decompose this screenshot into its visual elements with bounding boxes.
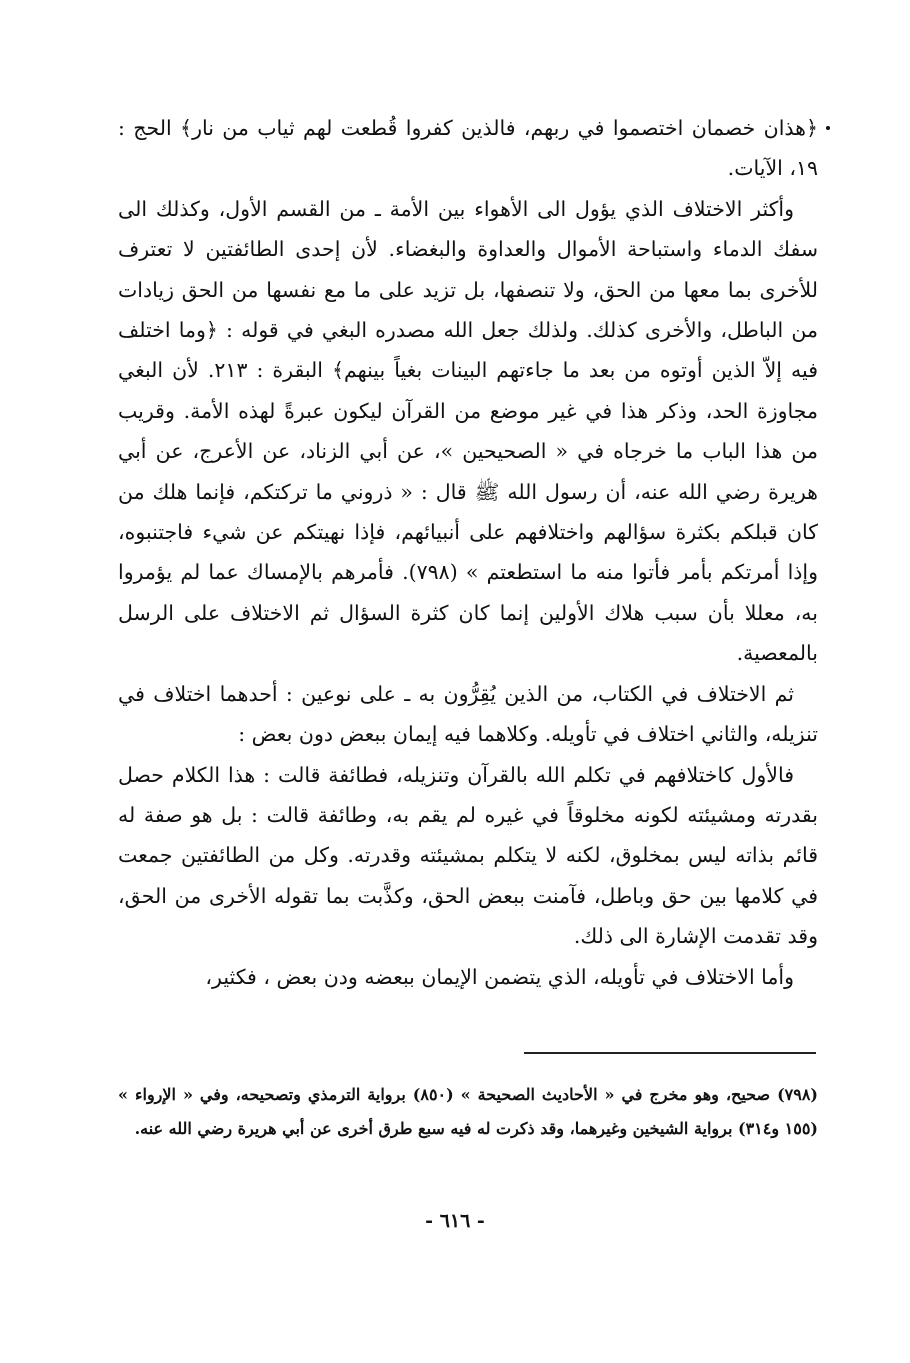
footnote-divider [524, 1052, 816, 1054]
page-number: - ٦١٦ - [425, 1210, 485, 1232]
paragraph-quran-verse: ﴿هذان خصمان اختصموا في ربهم، فالذين كفروا قُطعت لهم ثياب من نار﴾ الحج : ١٩، الآيات. [118, 116, 818, 181]
paragraph-interpretation: وأما الاختلاف في تأويله، الذي يتضمن الإيمان ببعضه ودن بعض ، فكثير، [205, 964, 794, 989]
paragraph-first-type: فالأول كاختلافهم في تكلم الله بالقرآن وتنزيله، فطائفة قالت : هذا الكلام حصل بقدرته ومشيئته لكونه مخلوقاً في غيره لم يقم به، وطائفة قالت : بل هو صفة له قائم بذاته ليس بمخلوق، لكنه لا يتكلم بمشيئته وقدرته. وكل من الطائفتين جمعت في كلامها بين حق وباطل، فآمنت ببعض الحق، وكذَّبت بما تقوله الأخرى من الحق، وقد تقدمت الإشارة الى ذلك. [118, 762, 818, 949]
paragraph-two-types: ثم الاختلاف في الكتاب، من الذين يُقِرُّون به ـ على نوعين : أحدهما اختلاف في تنزيله، والثاني اختلاف في تأويله. وكلاهما فيه إيمان ببعض دون بعض : [118, 681, 818, 747]
footnote: (٧٩٨) صحيح، وهو مخرج في « الأحاديث الصحيحة » (٨٥٠) برواية الترمذي وتصحيحه، وفي « الإرواء » (١٥٥ و٣١٤) برواية الشيخين وغيرهما، وقد ذكرت له فيه سبع طرق أخرى عن أبي هريرة رضي الله عنه. [118, 1085, 818, 1138]
main-text [118, 108, 818, 997]
margin-dot [826, 126, 830, 130]
paragraph-disagreement: وأكثر الاختلاف الذي يؤول الى الأهواء بين الأمة ـ من القسم الأول، وكذلك الى سفك الدماء واستباحة الأموال والعداوة والبغضاء. لأن إحدى الطائفتين لا تعترف للأخرى بما معها من الحق، ولا تنصفها، بل تزيد على ما مع نفسها من الحق زيادات من الباطل، والأخرى كذلك. ولذلك جعل الله مصدره البغي في قوله : ﴿وما اختلف فيه إلاّ الذين أوتوه من بعد ما جاءتهم البينات بغياً بينهم﴾ البقرة : ٢١٣. لأن البغي مجاوزة الحد، وذكر هذا في غير موضع من القرآن ليكون عبرةً لهذه الأمة. وقريب من هذا الباب ما خرجاه في « الصحيحين »، عن أبي الزناد، عن الأعرج، عن أبي هريرة رضي الله عنه، أن رسول الله ﷺ قال : « ذروني ما تركتكم، فإنما هلك من كان قبلكم بكثرة سؤالهم واختلافهم على أنبيائهم، فإذا نهيتكم عن شيء فاجتنبوه، وإذا أمرتكم بأمر فأتوا منه ما استطعتم » (٧٩٨). فأمرهم بالإمساك عما لم يؤمروا به، معللا بأن سبب هلاك الأولين إنما كان كثرة السؤال ثم الاختلاف على الرسل بالمعصية. [118, 196, 818, 666]
